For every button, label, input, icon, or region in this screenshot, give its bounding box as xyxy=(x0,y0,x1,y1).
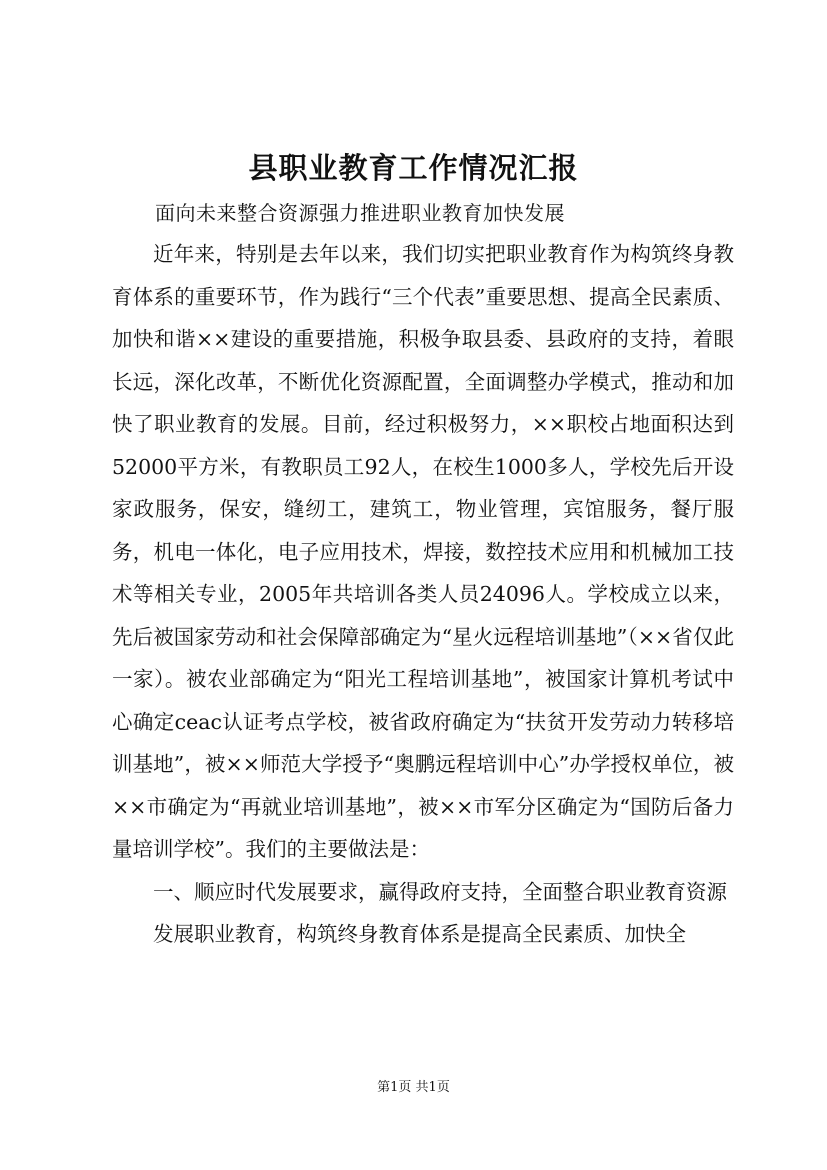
document-subtitle: 面向未来整合资源强力推进职业教育加快发展 xyxy=(155,201,565,225)
document-title: 县职业教育工作情况汇报 xyxy=(248,151,579,185)
body-paragraph: 发展职业教育，构筑终身教育体系是提高全民素质、加快全 xyxy=(153,922,686,946)
body-paragraph: 近年来，特别是去年以来，我们切实把职业教育作为构筑终身教育体系的重要环节，作为践行“三个代表”重要思想、提高全民素质、加快和谐××建设的重要措施，积极争取县委、县政府的支持，着眼长远，深化改革，不断优化资源配置，全面调整办学模式，推动和加快了职业教育的发展。目前，经过积极努力，××职校占地面积达到52000平方米，有教职员工92人，在校生1000多人，学校先后开设家政服务，保安，缝纫工，建筑工，物业管理，宾馆服务，餐厅服务，机电一体化，电子应用技术，焊接，数控技术应用和机械加工技术等相关专业，2005年共培训各类人员24096人。学校成立以来，先后被国家劳动和社会保障部确定为“星火远程培训基地”（××省仅此一家）。被农业部确定为“阳光工程培训基地”，被国家计算机考试中心确定ceac认证考点学校，被省政府确定为“扶贫开发劳动力转移培训基地”，被××师范大学授予“奥鹏远程培训中心”办学授权单位，被××市确定为“再就业培训基地”，被××市军分区确定为“国防后备力量培训学校”。我们的主要做法是： xyxy=(112,242,734,861)
section-heading: 一、顺应时代发展要求，赢得政府支持，全面整合职业教育资源 xyxy=(153,879,727,904)
page-footer: 第1页 共1页 xyxy=(377,1080,450,1095)
document-body xyxy=(112,233,734,956)
